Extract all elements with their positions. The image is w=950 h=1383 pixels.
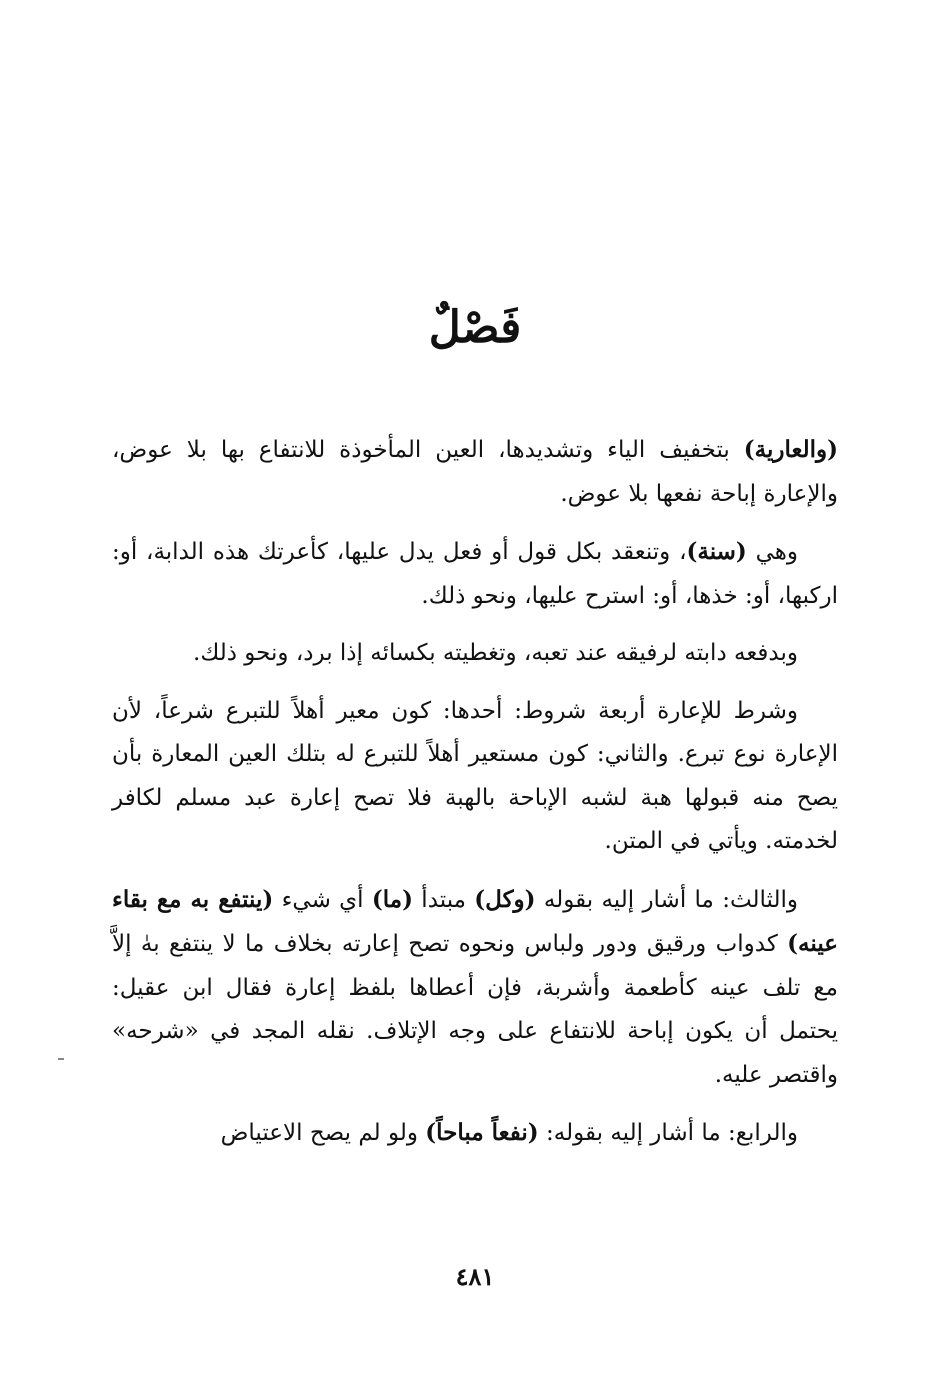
commentary-text: وشرط للإعارة أربعة شروط: أحدها: كون معير أهلاً للتبرع شرعاً، لأن الإعارة نوع تبرع. والثاني: كون مستعير أهلاً للتبرع له بتلك العين المعارة بأن يصح منه قبولها هبة لشبه الإباحة بالهبة فلا تصح إعارة عبد مسلم لكافر لخدمته. ويأتي في المتن. — [112, 697, 838, 854]
matn-term: (ما) — [371, 885, 413, 913]
commentary-text: والثالث: ما أشار إليه بقوله — [535, 886, 798, 913]
paragraph — [112, 1111, 838, 1156]
commentary-text: وبدفعه دابته لرفيقه عند تعبه، وتغطيته بكسائه إذا برد، ونحو ذلك. — [193, 640, 798, 666]
matn-term: (نفعاً مباحاً) — [425, 1119, 539, 1146]
commentary-text: بتخفيف الياء وتشديدها، العين المأخوذة للانتفاع بها بلا عوض، والإعارة إباحة نفعها بلا عوض. — [112, 437, 838, 507]
body-text — [112, 428, 838, 1170]
matn-term: (والعارية) — [743, 436, 838, 463]
paragraph — [112, 690, 838, 864]
matn-term: (ينتفع به مع بقاء عينه) — [112, 885, 838, 957]
paragraph — [112, 632, 838, 676]
page-number: ٤٨١ — [455, 1262, 495, 1291]
commentary-text: ، وتنعقد بكل قول أو فعل يدل عليها، كأعرتك هذه الدابة، أو: اركبها، أو: خذها، أو: استرح عليها، ونحو ذلك. — [112, 539, 838, 609]
scan-speck — [58, 1058, 64, 1060]
commentary-text: والرابع: ما أشار إليه بقوله: — [538, 1120, 798, 1146]
paragraph — [112, 428, 838, 516]
commentary-text: ولو لم يصح الاعتياض — [220, 1120, 426, 1146]
section-heading: فَصْلٌ — [428, 302, 522, 353]
commentary-text: وهي — [746, 539, 798, 565]
commentary-text: كدواب ورقيق ودور ولباس ونحوه تصح إعارته بخلاف ما لا ينتفع بهٰ إلاَّ مع تلف عينه كأطعمة وأشربة، فإن أعطاها بلفظ إعارة فقال ابن عقيل: يحتمل أن يكون إباحة للانتفاع على وجه الإتلاف. نقله المجد في «شرحه» واقتصر عليه. — [112, 931, 838, 1088]
matn-term: (سنة) — [686, 538, 747, 565]
paragraph — [112, 530, 838, 618]
matn-term: (وكل) — [474, 885, 536, 913]
commentary-text: مبتدأ — [412, 886, 475, 913]
paragraph — [112, 878, 838, 1098]
commentary-text: أي شيء — [273, 886, 372, 913]
